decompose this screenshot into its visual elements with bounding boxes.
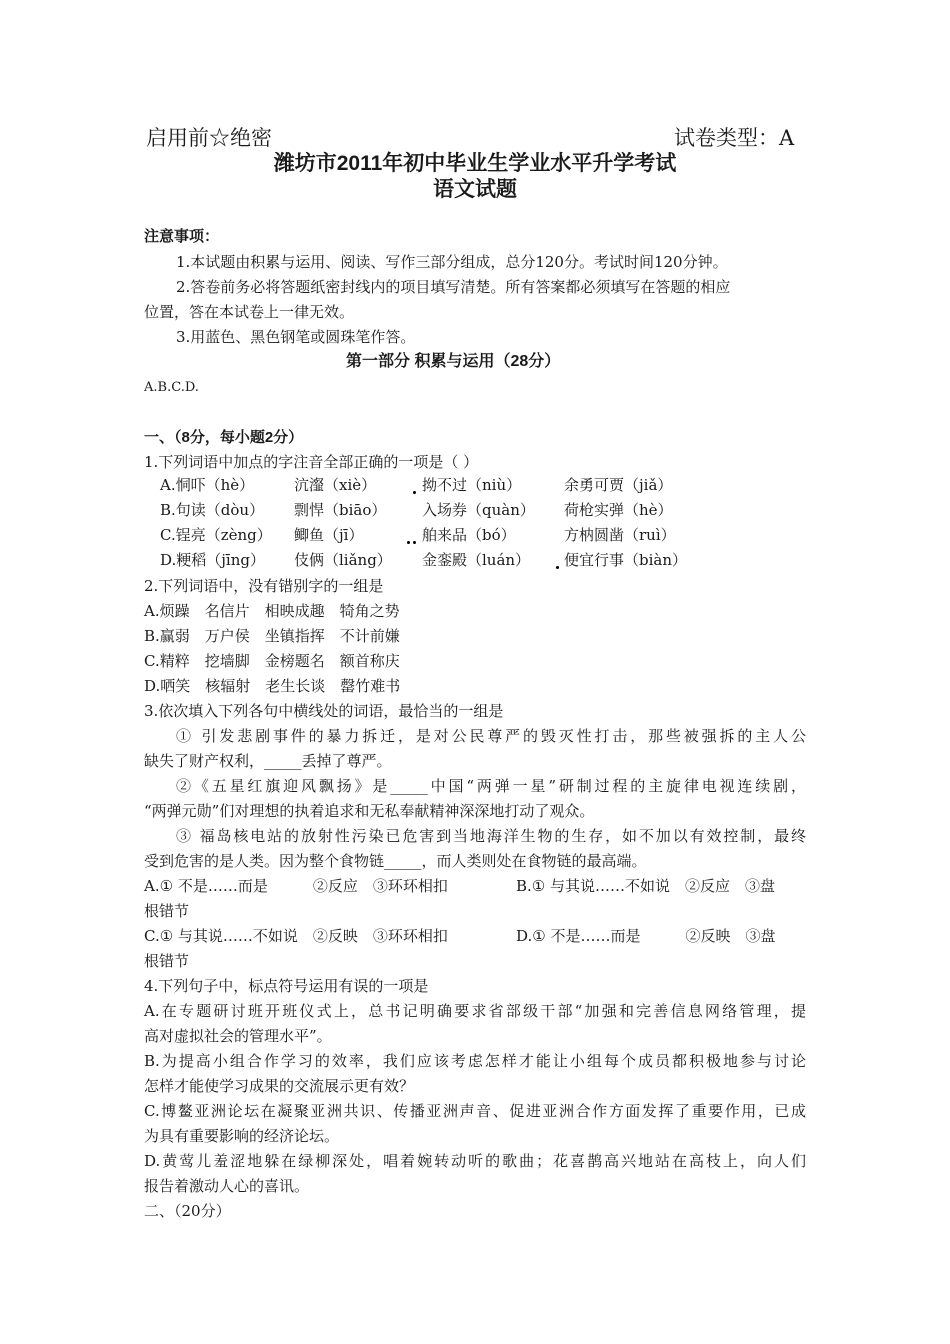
section2-heading: 二、（20分） <box>144 1202 231 1220</box>
q1-d-4: 便宜行事（biàn） <box>564 551 688 569</box>
q2-option-b: B.赢弱 万户侯 坐镇指挥 不计前嫌 <box>144 627 400 645</box>
part1-heading: 第一部分 积累与运用（28分） <box>346 353 561 370</box>
q4-option-b: B.为提高小组合作学习的效率，我们应该考虑怎样才能让小组每个成员都积极地参与讨论 <box>144 1052 806 1070</box>
q3-option-b: B.① 与其说……不如说 ②反应 ③盘 <box>516 877 776 895</box>
q4-option-c: C.博鳌亚洲论坛在凝聚亚洲共识、传播亚洲声音、促进亚洲合作方面发挥了重要作用，已成 <box>144 1102 806 1120</box>
q1-a-2: 沆瀣（xiè） <box>294 476 377 494</box>
q1-b-1: B.句读（dòu） <box>160 501 265 519</box>
note-2-cont: 位置，答在本试卷上一律无效。 <box>144 303 355 321</box>
q2-option-a: A.烦躁 名信片 相映成趣 犄角之势 <box>144 602 400 620</box>
q3-sentence-1: ① 引发悲剧事件的暴力拆迁，是对公民尊严的毁灭性打击，那些被强拆的主人公 <box>176 727 806 745</box>
q1-c-2: 鲫鱼（jī） <box>294 526 364 544</box>
q1-a-1: A.恫吓（hè） <box>160 476 255 494</box>
q2-option-c: C.精粹 挖墙脚 金榜题名 额首称庆 <box>144 652 400 670</box>
exam-subtitle: 语文试题 <box>433 178 517 201</box>
q3-option-d: D.① 不是……而是 ②反映 ③盘 <box>516 927 776 945</box>
q1-a-3: 拗不过（niù） <box>422 476 522 494</box>
q1-stem: 1.下列词语中加点的字注音全部正确的一项是（ ） <box>144 453 479 471</box>
q3-option-c: C.① 与其说……不如说 ②反映 ③环环相扣 <box>144 927 448 945</box>
q3-option-b-cont: 根错节 <box>144 902 190 920</box>
q1-c-1: C.锃亮（zèng） <box>160 526 272 544</box>
q3-sentence-1-cont: 缺失了财产权利，_____丢掉了尊严。 <box>144 752 392 770</box>
note-3: 3.用蓝色、黑色钢笔或圆珠笔作答。 <box>176 328 416 346</box>
emphasis-dot <box>556 566 559 569</box>
emphasis-dot <box>413 491 416 494</box>
q1-d-2: 伎俩（liǎng） <box>294 551 392 569</box>
confidential-label: 启用前☆绝密 <box>146 126 272 150</box>
q1-c-3: 舶来品（bó） <box>422 526 516 544</box>
paper-type-label: 试卷类型：A <box>674 126 795 150</box>
q1-b-4: 荷枪实弹（hè） <box>564 501 673 519</box>
q1-d-3: 金銮殿（luán） <box>422 551 531 569</box>
q3-sentence-2-cont: “两弹元勋”们对理想的执着追求和无私奉献精神深深地打动了观众。 <box>144 802 595 820</box>
q3-sentence-2: ②《五星红旗迎风飘扬》是_____中国“两弹一星”研制过程的主旋律电视连续剧， <box>176 777 806 795</box>
q4-stem: 4.下列句子中，标点符号运用有误的一项是 <box>144 977 429 995</box>
q4-option-d: D.黄莺儿羞涩地躲在绿柳深处，唱着婉转动听的歌曲；花喜鹊高兴地站在高枝上，向人们 <box>144 1152 806 1170</box>
q2-stem: 2.下列词语中，没有错别字的一组是 <box>144 577 384 595</box>
q3-stem: 3.依次填入下列各句中横线处的词语，最恰当的一组是 <box>144 702 504 720</box>
note-2: 2.答卷前务必将答题纸密封线内的项目填写清楚。所有答案都必须填写在答题的相应 <box>176 278 731 296</box>
exam-title: 潍坊市2011年初中毕业生学业水平升学考试 <box>273 152 677 175</box>
q3-sentence-3-cont: 受到危害的是人类。因为整个食物链_____，而人类则处在食物链的最高端。 <box>144 852 647 870</box>
q1-d-1: D.粳稻（jīng） <box>160 551 265 569</box>
q1-b-2: 剽悍（biāo） <box>294 501 387 519</box>
section1-heading: 一、（8分，每小题2分） <box>144 429 304 446</box>
q1-c-4: 方枘圆凿（ruì） <box>564 526 676 544</box>
q2-option-d: D.哂笑 核辐射 老生长谈 罄竹难书 <box>144 677 401 695</box>
notes-heading: 注意事项： <box>144 228 220 245</box>
q4-option-a: A.在专题研讨班开班仪式上，总书记明确要求省部级干部“加强和完善信息网络管理，提 <box>144 1002 806 1020</box>
q3-option-d-cont: 根错节 <box>144 952 190 970</box>
q3-sentence-3: ③ 福岛核电站的放射性污染已危害到当地海洋生物的生存，如不加以有效控制，最终 <box>176 827 806 845</box>
q3-option-a: A.① 不是……而是 ②反应 ③环环相扣 <box>144 877 448 895</box>
q1-b-3: 入场券（quàn） <box>422 501 535 519</box>
abcd-line: A.B.C.D. <box>144 380 199 395</box>
emphasis-dot <box>413 541 416 544</box>
q4-option-c-cont: 为具有重要影响的经济论坛。 <box>144 1127 340 1145</box>
q4-option-d-cont: 报告着激动人心的喜讯。 <box>144 1177 310 1195</box>
note-1: 1.本试题由积累与运用、阅读、写作三部分组成，总分120分。考试时间120分钟。 <box>176 253 728 271</box>
emphasis-dot <box>407 541 410 544</box>
q1-a-4: 余勇可贾（jiǎ） <box>564 476 673 494</box>
q4-option-a-cont: 高对虚拟社会的管理水平”。 <box>144 1027 332 1045</box>
q4-option-b-cont: 怎样才能使学习成果的交流展示更有效？ <box>144 1077 415 1095</box>
